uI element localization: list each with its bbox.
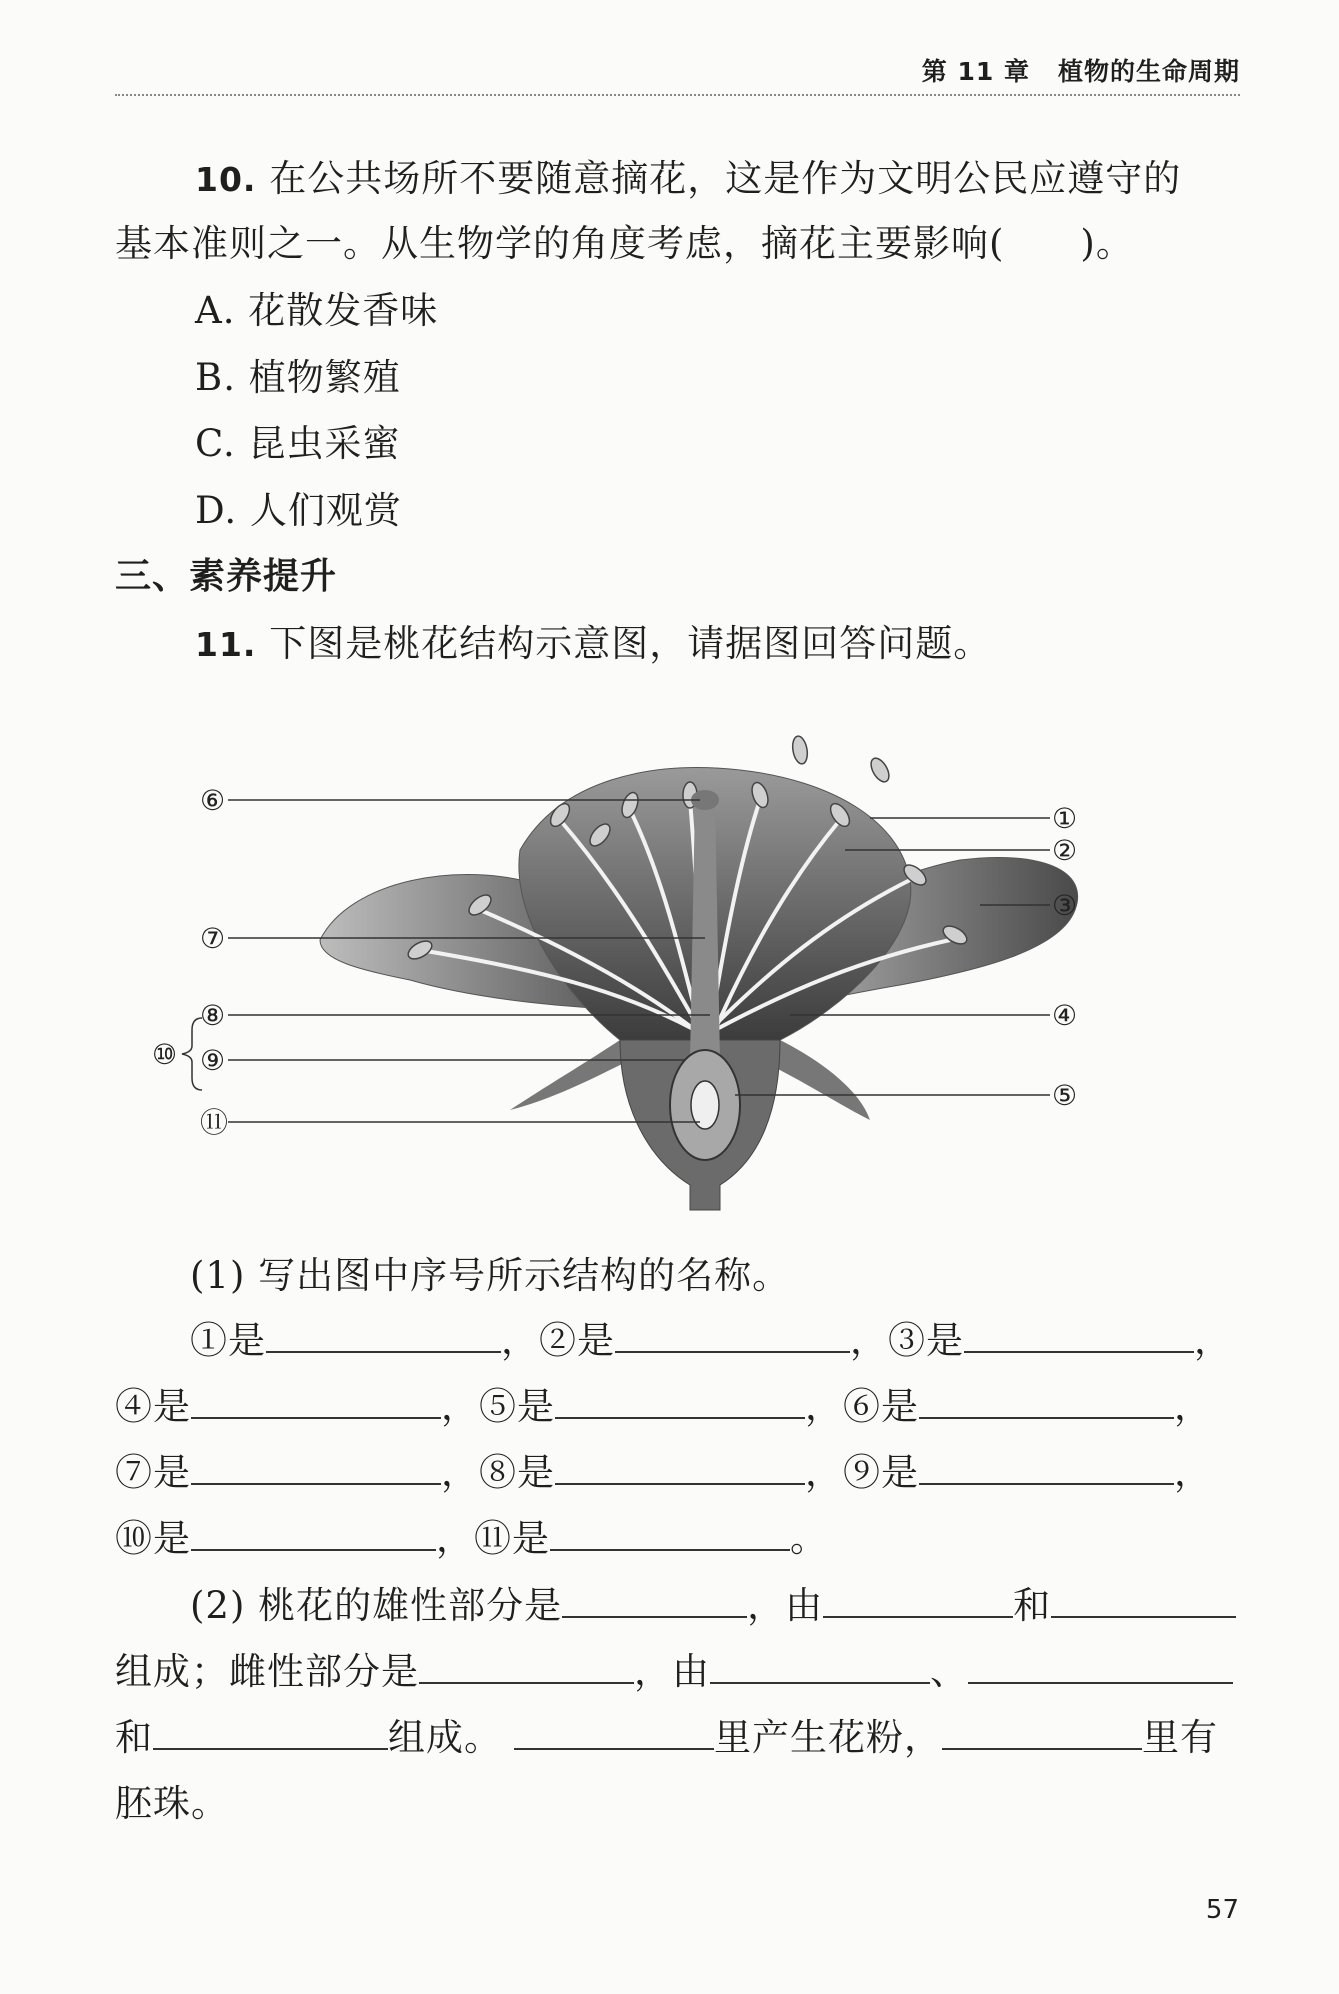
brace-10 (182, 1018, 202, 1090)
sep: ， (805, 1451, 843, 1494)
item-9-label: ⑨是 (843, 1451, 919, 1494)
period: 。 (790, 1517, 828, 1560)
sep: ， (436, 1517, 474, 1560)
blank-6[interactable] (919, 1383, 1174, 1419)
blank-ovule[interactable] (942, 1714, 1142, 1750)
sep: ， (441, 1385, 479, 1428)
item-2-label: ②是 (539, 1319, 615, 1362)
q10-stem-line1: 在公共场所不要随意摘花，这是作为文明公民应遵守的 (269, 157, 1182, 200)
blank-female-c[interactable] (153, 1714, 388, 1750)
q10-number: 10. (195, 160, 257, 199)
q10-option-d: D. 人们观赏 (195, 489, 402, 532)
sep: ， (441, 1451, 479, 1494)
item-1-label: ①是 (190, 1319, 266, 1362)
part2-text-1: (2) 桃花的雄性部分是 (190, 1584, 563, 1627)
part1-row4 (115, 1508, 828, 1562)
part2-text-7: 和 (115, 1716, 153, 1759)
blank-8[interactable] (555, 1449, 805, 1485)
item-6-label: ⑥是 (843, 1385, 919, 1428)
label-1: ① (1052, 802, 1078, 835)
q10-stem-line2: 基本准则之一。从生物学的角度考虑，摘花主要影响( )。 (115, 222, 1134, 265)
label-11: ⑪ (200, 1106, 229, 1139)
label-9: ⑨ (200, 1044, 226, 1077)
label-2: ② (1052, 834, 1078, 867)
item-7-label: ⑦是 (115, 1451, 191, 1494)
chapter-number: 第 11 章 (921, 57, 1030, 86)
page-number: 57 (1205, 1895, 1239, 1925)
item-5-label: ⑤是 (479, 1385, 555, 1428)
label-3: ③ (1052, 889, 1078, 922)
q11-stem: 下图是桃花结构示意图，请据图回答问题。 (269, 622, 992, 665)
sep: ， (501, 1319, 539, 1362)
part1-row1 (190, 1310, 1232, 1364)
item-8-label: ⑧是 (479, 1451, 555, 1494)
sep: ， (805, 1385, 843, 1428)
part2-text-3: 和 (1013, 1584, 1052, 1627)
part2-text-9: 里产生花粉， (714, 1716, 942, 1759)
item-4-label: ④是 (115, 1385, 191, 1428)
peach-flower-diagram (152, 710, 1160, 1210)
left-sepal (510, 1040, 630, 1110)
right-sepal (770, 1040, 870, 1120)
item-11-label: ⑪是 (474, 1517, 550, 1560)
blank-2[interactable] (615, 1317, 850, 1353)
blank-4[interactable] (191, 1383, 441, 1419)
part2-text-6: 、 (930, 1650, 968, 1693)
blank-1[interactable] (266, 1317, 501, 1353)
part1-row2 (115, 1376, 1212, 1430)
part2-line3 (115, 1707, 1218, 1761)
part2-line4: 胚珠。 (115, 1782, 229, 1825)
item-3-label: ③是 (888, 1319, 964, 1362)
part1-title: (1) 写出图中序号所示结构的名称。 (190, 1254, 791, 1297)
label-6: ⑥ (200, 784, 226, 817)
sep: ， (1194, 1319, 1232, 1362)
label-8: ⑧ (200, 999, 226, 1032)
blank-male-part[interactable] (562, 1582, 747, 1618)
label-5: ⑤ (1052, 1079, 1078, 1112)
sep: ， (1174, 1451, 1212, 1494)
part2-text-10: 里有 (1142, 1716, 1218, 1759)
blank-male-a[interactable] (823, 1582, 1013, 1618)
section-heading: 三、素养提升 (115, 556, 338, 597)
part2-line1 (190, 1575, 1236, 1629)
chapter-title: 植物的生命周期 (1057, 57, 1240, 86)
part2-line2 (115, 1641, 1233, 1695)
sep: ， (1174, 1385, 1212, 1428)
blank-7[interactable] (191, 1449, 441, 1485)
label-7: ⑦ (200, 922, 226, 955)
style (690, 800, 720, 1060)
q11-line (195, 613, 991, 667)
q10-line1 (195, 148, 1181, 202)
blank-9[interactable] (919, 1449, 1174, 1485)
blank-female-a[interactable] (710, 1648, 930, 1684)
label-4: ④ (1052, 999, 1078, 1032)
q11-number: 11. (195, 625, 257, 664)
q10-option-c: C. 昆虫采蜜 (195, 422, 401, 465)
blank-11[interactable] (550, 1515, 790, 1551)
q10-option-b: B. 植物繁殖 (195, 356, 401, 399)
blank-pollen[interactable] (514, 1714, 714, 1750)
part2-text-5: ，由 (634, 1650, 710, 1693)
blank-10[interactable] (191, 1515, 436, 1551)
part2-text-4: 组成；雌性部分是 (115, 1650, 419, 1693)
part2-text-8: 组成。 (388, 1716, 502, 1759)
blank-3[interactable] (964, 1317, 1194, 1353)
item-10-label: ⑩是 (115, 1517, 191, 1560)
part1-row3 (115, 1442, 1212, 1496)
part2-text-2: ，由 (747, 1584, 824, 1627)
blank-5[interactable] (555, 1383, 805, 1419)
q10-option-a: A. 花散发香味 (195, 289, 439, 332)
blank-male-b[interactable] (1051, 1582, 1236, 1618)
blank-female-part[interactable] (419, 1648, 634, 1684)
sep: ， (850, 1319, 888, 1362)
blank-female-b[interactable] (968, 1648, 1233, 1684)
running-header (115, 52, 1240, 96)
label-10: ⑩ (152, 1038, 178, 1071)
